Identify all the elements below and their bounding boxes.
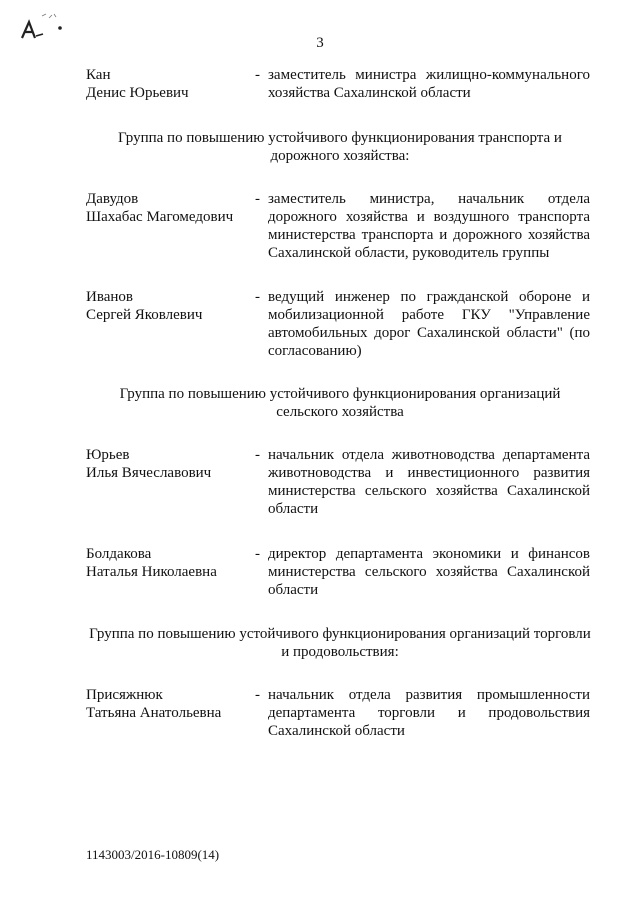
role-line: ведущий инженер по гражданской обороне и xyxy=(268,289,590,305)
role-line: министерства сельского хозяйства Сахалинской xyxy=(268,564,590,580)
group-heading xyxy=(86,385,594,421)
role-line: дорожного хозяйства и воздушного транспорта xyxy=(268,209,590,225)
group-heading xyxy=(86,625,594,661)
role-line: животноводства и инвестиционного развития xyxy=(268,465,590,481)
document-code: 1143003/2016-10809(14) xyxy=(86,847,220,862)
member-surname: Иванов xyxy=(86,289,133,305)
entry-dash: - xyxy=(255,191,260,207)
member-entry xyxy=(86,66,590,136)
group-heading-line: сельского хозяйства xyxy=(276,404,404,420)
entry-dash: - xyxy=(255,289,260,305)
role-line: начальник отдела развития промышленности xyxy=(268,687,590,703)
member-name xyxy=(86,66,256,102)
entry-dash: - xyxy=(255,687,260,703)
group-heading xyxy=(86,129,594,165)
group-heading-line: Группа по повышению устойчивого функционирования организаций xyxy=(119,386,561,402)
member-surname: Давудов xyxy=(86,191,139,207)
group-heading-line: дорожного хозяйства: xyxy=(270,148,410,164)
member-role xyxy=(268,545,590,599)
member-entry xyxy=(86,190,590,260)
role-line: директор департамента экономики и финансов xyxy=(268,546,590,562)
role-line: заместитель министра жилищно-коммунального xyxy=(268,67,590,83)
member-given-names: Шахабас Магомедович xyxy=(86,209,234,225)
member-entry xyxy=(86,446,590,516)
member-surname: Присяжнюк xyxy=(86,687,163,703)
member-role xyxy=(268,446,590,518)
role-line: мобилизационной работе ГКУ "Управление xyxy=(268,307,590,323)
member-role xyxy=(268,190,590,262)
member-role xyxy=(268,288,590,360)
member-name xyxy=(86,190,256,226)
page-number: 3 xyxy=(316,35,324,51)
role-line: области xyxy=(268,501,319,517)
group-heading-line: и продовольствия: xyxy=(281,644,399,660)
member-given-names: Денис Юрьевич xyxy=(86,85,189,101)
role-line: автомобильных дорог Сахалинской области" (по xyxy=(268,325,590,341)
member-given-names: Наталья Николаевна xyxy=(86,564,217,580)
member-name xyxy=(86,446,256,482)
role-line: области xyxy=(268,582,319,598)
member-role xyxy=(268,66,590,102)
group-heading-line: Группа по повышению устойчивого функционирования организаций торговли xyxy=(89,626,591,642)
role-line: департамента торговли и продовольствия xyxy=(268,705,590,721)
member-surname: Юрьев xyxy=(86,447,130,463)
member-role xyxy=(268,686,590,740)
role-line: начальник отдела животноводства департамента xyxy=(268,447,590,463)
member-name xyxy=(86,545,256,581)
member-name xyxy=(86,288,256,324)
member-entry xyxy=(86,545,590,615)
member-surname: Болдакова xyxy=(86,546,152,562)
role-line: Сахалинской области, руководитель группы xyxy=(268,245,550,261)
role-line: министерства сельского хозяйства Сахалинской xyxy=(268,483,590,499)
entry-dash: - xyxy=(255,67,260,83)
group-heading-line: Группа по повышению устойчивого функционирования транспорта и xyxy=(118,130,562,146)
role-line: министерства транспорта и дорожного хозяйства xyxy=(268,227,590,243)
entry-dash: - xyxy=(255,546,260,562)
member-given-names: Сергей Яковлевич xyxy=(86,307,203,323)
member-entry xyxy=(86,288,590,358)
role-line: хозяйства Сахалинской области xyxy=(268,85,471,101)
member-entry xyxy=(86,686,590,756)
role-line: согласованию) xyxy=(268,343,362,359)
entry-dash: - xyxy=(255,447,260,463)
member-given-names: Татьяна Анатольевна xyxy=(86,705,222,721)
member-surname: Кан xyxy=(86,67,111,83)
role-line: заместитель министра, начальник отдела xyxy=(268,191,590,207)
member-given-names: Илья Вячеславович xyxy=(86,465,212,481)
member-name xyxy=(86,686,256,722)
role-line: Сахалинской области xyxy=(268,723,405,739)
